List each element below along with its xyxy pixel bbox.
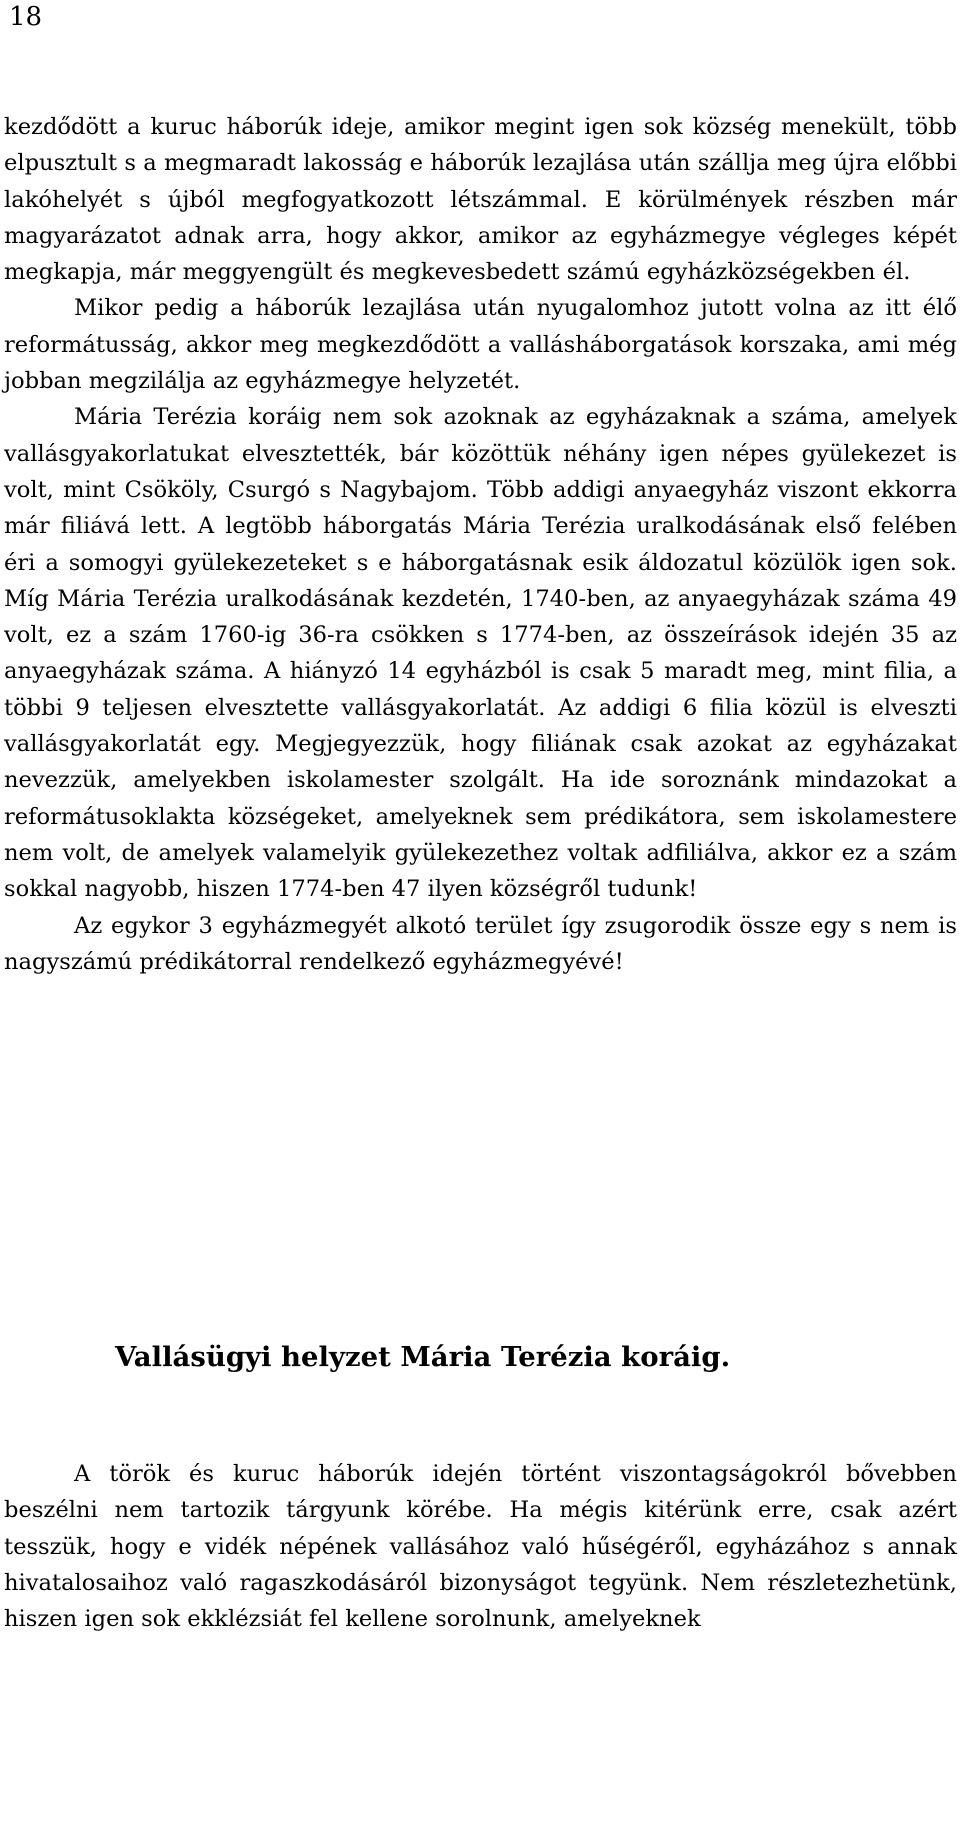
section-2-text: [4, 1456, 957, 1637]
section-heading: Vallásügyi helyzet Mária Terézia koráig.: [115, 1341, 731, 1373]
paragraph: Mikor pedig a háborúk lezajlása után nyugalomhoz jutott volna az itt élő reformátusság, akkor meg megkezdődött a vallásháborgatások korszaka, ami még jobban megzilálja az egyházmegye helyzetét.: [4, 295, 957, 395]
page-number: 18: [9, 2, 43, 32]
section-1-text: [4, 109, 957, 980]
paragraph: kezdődött a kuruc háborúk ideje, amikor megint igen sok község menekült, több elpusztult s a megmaradt lakosság e háborúk lezajlása után szállja meg újra előbbi lakóhelyét s újból megfogyatkozott létszámmal. E körülmények részben már magyarázatot adnak arra, hogy akkor, amikor az egyházmegye végleges képét megkapja, már meggyengült és megkevesbedett számú egyházközségekben él.: [4, 114, 957, 286]
paragraph: A török és kuruc háborúk idején történt viszontagságokról bővebben beszélni nem tartozik tárgyunk körébe. Ha mégis kitérünk erre, csak azért tesszük, hogy e vidék népének vallásához való hűségéről, egyházához s annak hivatalosaihoz való ragaszkodásáról bizonyságot tegyünk. Nem részletezhetünk, hiszen igen sok ekklézsiát fel kellene sorolnunk, amelyeknek: [4, 1461, 957, 1633]
paragraph: Mária Terézia koráig nem sok azoknak az egyházaknak a száma, amelyek vallásgyakorlatukat elvesztették, bár közöttük néhány igen népes gyülekezet is volt, mint Csököly, Csurgó s Nagybajom. Több addigi anyaegyház viszont ekkorra már filiává lett. A legtöbb háborgatás Mária Terézia uralkodásának első felében éri a somogyi gyülekezeteket s e háborgatásnak esik áldozatul közülök igen sok. Míg Mária Terézia uralkodásának kezdetén, 1740-ben, az anyaegyházak száma 49 volt, ez a szám 1760-ig 36-ra csökken s 1774-ben, az összeírások idején 35 az anyaegyházak száma. A hiányzó 14 egyházból is csak 5 maradt meg, mint filia, a többi 9 teljesen elvesztette vallásgyakorlatát. Az addigi 6 filia közül is elveszti vallásgyakorlatát egy. Megjegyezzük, hogy filiának csak azokat az egyházakat nevezzük, amelyekben iskolamester szolgált. Ha ide soroznánk mindazokat a reformátusoklakta községeket, amelyeknek sem prédikátora, sem iskolamestere nem volt, de amelyek valamelyik gyülekezethez voltak adfiliálva, akkor ez a szám sokkal nagyobb, hiszen 1774-ben 47 ilyen községről tudunk!: [4, 404, 957, 903]
paragraph: Az egykor 3 egyházmegyét alkotó terület így zsugorodik össze egy s nem is nagyszámú prédikátorral rendelkező egyházmegyévé!: [4, 912, 957, 975]
